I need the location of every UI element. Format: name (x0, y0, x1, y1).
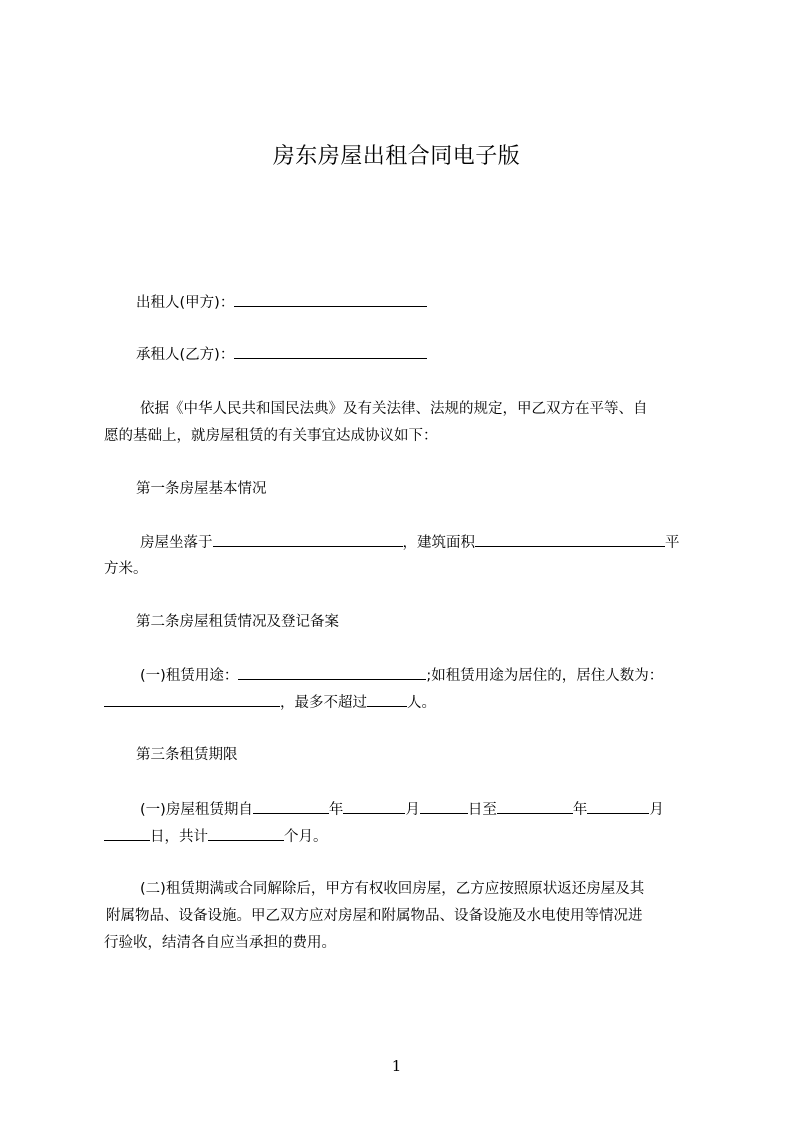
start-month-blank (343, 799, 405, 814)
article3-item1-line-2 (104, 826, 704, 847)
article1-line-1 (140, 532, 740, 553)
total-months-blank (208, 826, 284, 841)
end-year-blank (497, 799, 573, 814)
article3-item2-line-2: 附属物品、设备设施。甲乙双方应对房屋和附属物品、设备设施及水电使用等情况进 (106, 908, 643, 924)
article2-item1-text-c: ，最多不超过 (280, 695, 367, 711)
lessee-label: 承租人(乙方)： (136, 347, 235, 363)
location-blank (213, 532, 403, 547)
occupants-blank (104, 692, 280, 707)
article3-item1-text-a: (一)房屋租赁期自 (140, 802, 253, 818)
article1-heading: 第一条房屋基本情况 (136, 481, 267, 497)
article1-text-a: 房屋坐落于 (140, 535, 213, 551)
lessor-blank (234, 292, 427, 307)
lessee-blank (234, 344, 427, 359)
intro-line-1: 依据《中华人民共和国民法典》及有关法律、法规的规定，甲乙双方在平等、自 (140, 401, 648, 417)
end-month-blank (587, 799, 649, 814)
area-blank (475, 532, 665, 547)
article1-text-c: 平 (665, 535, 680, 551)
lessee-line (136, 344, 736, 365)
article1-text-b: ，建筑面积 (402, 535, 475, 551)
article2-item1-line-1 (140, 665, 740, 686)
article2-item1-text-a: (一)租赁用途： (140, 668, 239, 684)
start-year-blank (253, 799, 329, 814)
article3-item1-text-b: 年 (328, 802, 344, 818)
lessor-label: 出租人(甲方)： (136, 295, 235, 311)
start-day-blank (420, 799, 468, 814)
article2-item1-text-b: ;如租赁用途为居住的，居住人数为： (426, 668, 664, 684)
end-day-blank (104, 826, 150, 841)
max-occupants-blank (367, 692, 407, 707)
lessor-line (136, 292, 736, 313)
article3-item1-line-1 (140, 799, 740, 820)
article3-item1-text-f: 月 (649, 802, 664, 818)
article2-heading: 第二条房屋租赁情况及登记备案 (136, 614, 339, 630)
document-title: 房东房屋出租合同电子版 (272, 144, 521, 169)
page-number: 1 (391, 1057, 402, 1075)
article2-item1-line-2 (104, 692, 704, 713)
article3-item1-text-h: 个月。 (284, 829, 328, 845)
article3-item2-line-1: (二)租赁期满或合同解除后，甲方有权收回房屋，乙方应按照原状返还房屋及其 (140, 881, 645, 897)
article2-item1-text-d: 人。 (407, 695, 436, 711)
article3-item1-text-e: 年 (572, 802, 588, 818)
article1-line-2: 方米。 (104, 561, 148, 577)
article3-heading: 第三条租赁期限 (136, 747, 238, 763)
usage-blank (238, 665, 426, 680)
article3-item2-line-3: 行验收，结清各自应当承担的费用。 (104, 935, 336, 951)
article3-item1-text-g: 日，共计 (150, 829, 208, 845)
article3-item1-text-c: 月 (405, 802, 420, 818)
article3-item1-text-d: 日至 (467, 802, 497, 818)
intro-line-2: 愿的基础上，就房屋租赁的有关事宜达成协议如下： (104, 428, 438, 444)
